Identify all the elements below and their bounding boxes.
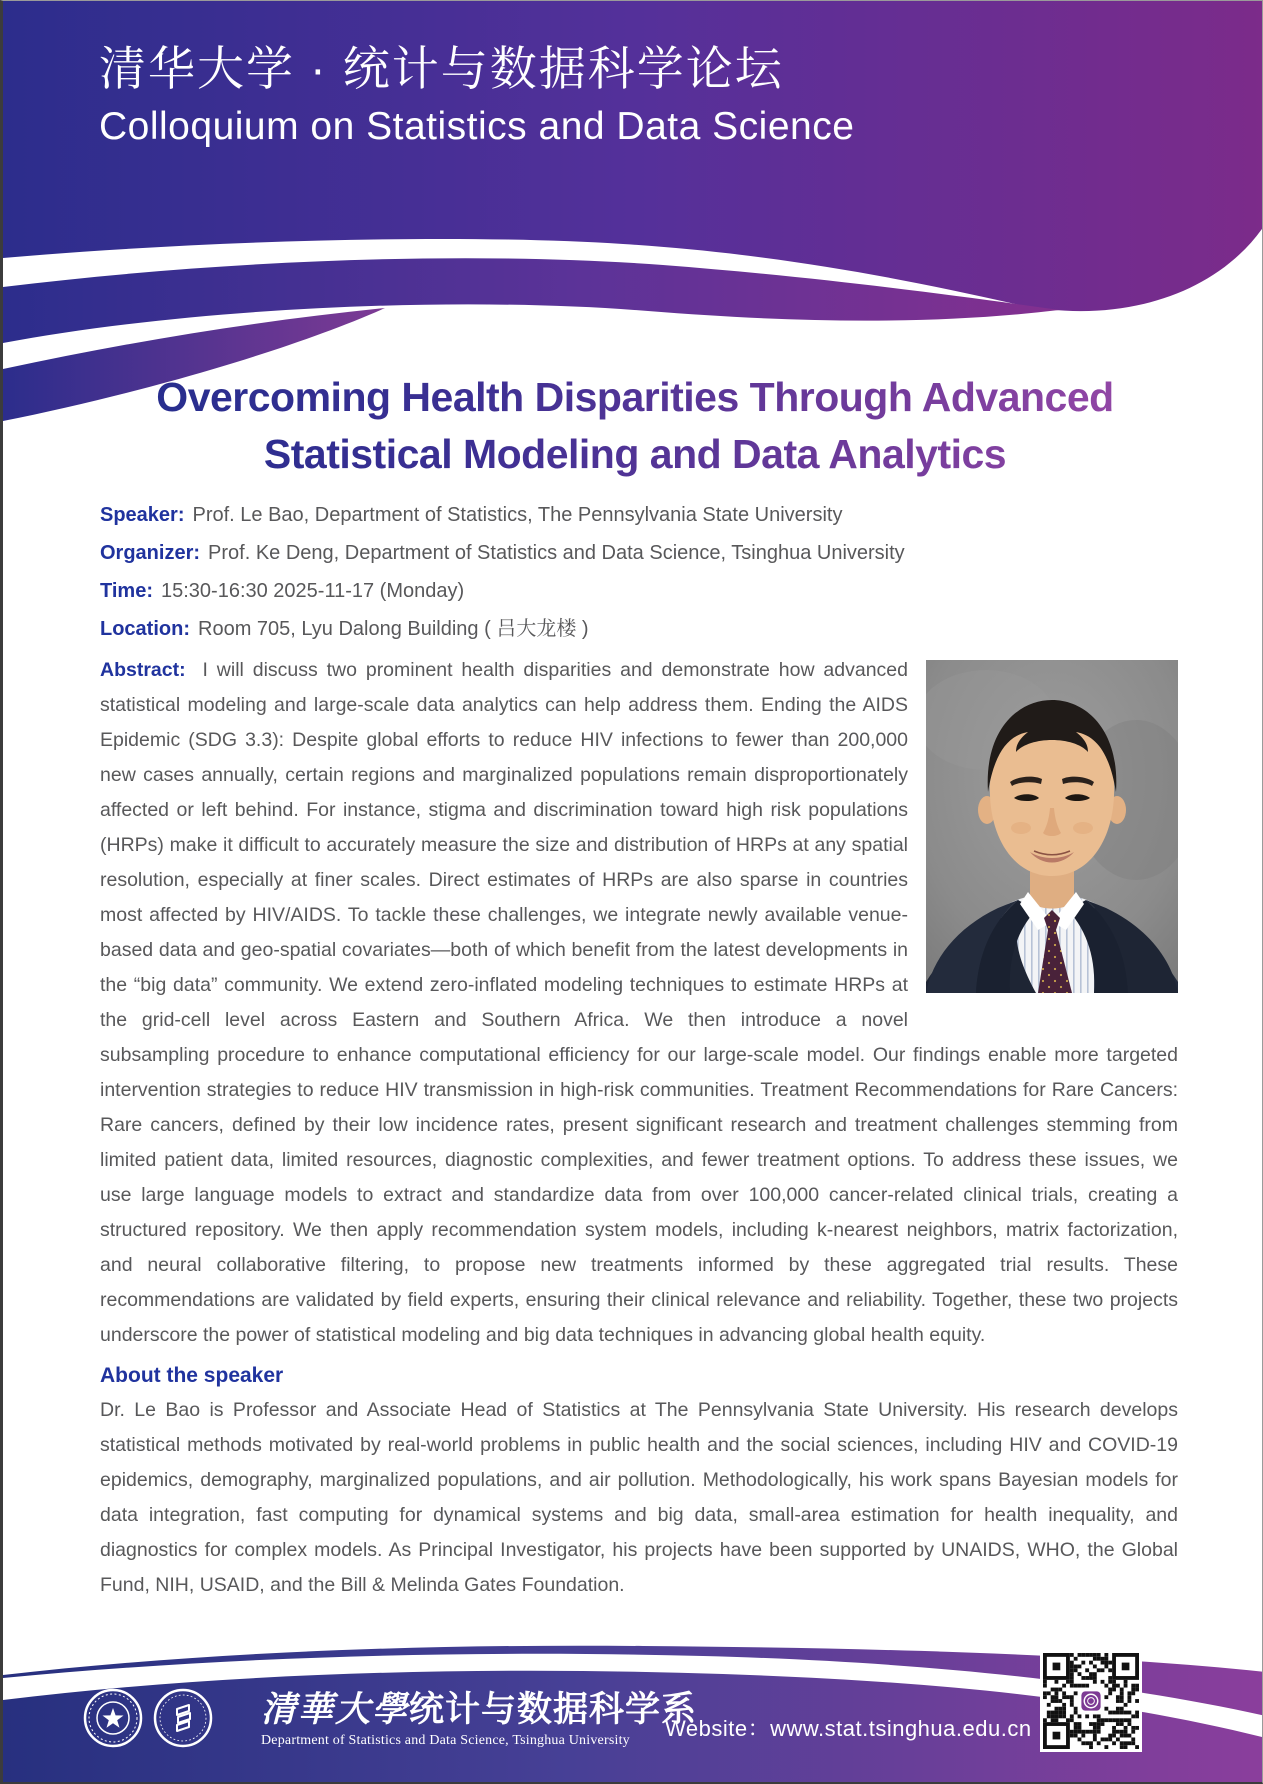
main-content [92, 369, 1178, 1603]
talk-title-line1: Overcoming Health Disparities Through Advanced [156, 374, 1114, 420]
organizer-value: Prof. Ke Deng, Department of Statistics and Data Science, Tsinghua University [208, 542, 905, 564]
department-name-zh: 统计与数据科学系 [409, 1690, 698, 1729]
organizer-label: Organizer: [100, 542, 201, 564]
qr-code [1040, 1650, 1142, 1752]
website-link[interactable] [665, 1712, 1032, 1743]
location-row [100, 610, 1178, 648]
talk-info [92, 496, 1178, 648]
abstract-label: Abstract: [100, 659, 186, 681]
location-label: Location: [100, 618, 190, 640]
department-name-block [261, 1690, 697, 1750]
speaker-row [100, 496, 1178, 534]
about-speaker-heading: About the speaker [100, 1364, 284, 1387]
time-label: Time: [100, 580, 153, 602]
location-value: Room 705, Lyu Dalong Building ( 吕大龙楼 ) [198, 618, 589, 640]
time-row [100, 572, 1178, 610]
forum-title-en: Colloquium on Statistics and Data Science [99, 105, 855, 148]
speaker-photo [926, 660, 1178, 993]
tsinghua-seal-logo [83, 1688, 143, 1753]
department-name-zh-script: 清華大學 [261, 1690, 410, 1729]
website-label: Website： [665, 1716, 771, 1741]
talk-title-line2: Statistical Modeling and Data Analytics [263, 431, 1007, 477]
speaker-value: Prof. Le Bao, Department of Statistics, The Pennsylvania State University [192, 504, 843, 526]
department-logo [153, 1688, 213, 1753]
footer [3, 1638, 1263, 1782]
abstract-section [92, 653, 1178, 1603]
abstract-text: I will discuss two prominent health disparities and demonstrate how advanced statistical modeling and large-scale data analytics can help address them. Ending the AIDS Epidemic (SDG 3.3): Despite global efforts to reduce HIV infections to fewer than 200,000 new cases annually, certain regions and marginalized populations remain disproportionately affected or left behind. For instance, stigma and discrimination toward high risk populations (HRPs) make it difficult to accurately measure the size and distribution of HRPs at any spatial resolution, especially at finer scales. Direct estimates of HRPs are also sparse in countries most affected by HIV/AIDS. To tackle these challenges, we integrate newly available venue-based data and geo-spatial covariates—both of which benefit from the latest developments in the “big data” community. We extend zero-inflated modeling techniques to estimate HRPs at the grid-cell level across Eastern and Southern Africa. We then introduce a novel subsampling procedure to enhance computational efficiency for our large-scale model. Our findings enable more targeted intervention strategies to reduce HIV transmission in high-risk communities. Treatment Recommendations for Rare Cancers: Rare cancers, defined by their low incidence rates, present significant research and treatment challenges stemming from limited patient data, limited resources, diagnostic complexities, and fewer treatment options. To address these issues, we use large language models to extract and standardize data from over 100,000 cancer-related clinical trials, creating a structured repository. We then apply recommendation system models, including k-nearest neighbors, matrix factorization, and neural collaborative filtering, to propose new treatments informed by these aggregated trial results. These recommendations are validated by field experts, ensuring their clinical relevance and reliability. Together, these two projects underscore the power of statistical modeling and big data techniques in advancing global health equity. [100, 659, 1178, 1346]
forum-title-zh: 清华大学 · 统计与数据科学论坛 [99, 42, 784, 95]
header [99, 41, 854, 151]
about-speaker-text: Dr. Le Bao is Professor and Associate Head of Statistics at The Pennsylvania State University. His research develops statistical methods motivated by real-world problems in public health and the social sciences, including HIV and COVID-19 epidemics, demography, marginalized populations, and air pollution. Methodologically, his work spans Bayesian models for data integration, fast computing for dynamical systems and big data, small-area estimation for health inequality, and diagnostics for complex models. As Principal Investigator, his projects have been supported by UNAIDS, WHO, the Global Fund, NIH, USAID, and the Bill & Melinda Gates Foundation. [100, 1399, 1178, 1596]
time-value: 15:30-16:30 2025-11-17 (Monday) [160, 580, 465, 602]
talk-title [92, 369, 1178, 483]
speaker-label: Speaker: [100, 504, 185, 526]
organizer-row [100, 534, 1178, 572]
website-url: www.stat.tsinghua.edu.cn [770, 1716, 1032, 1741]
department-name-en: Department of Statistics and Data Science, Tsinghua University [261, 1733, 630, 1748]
